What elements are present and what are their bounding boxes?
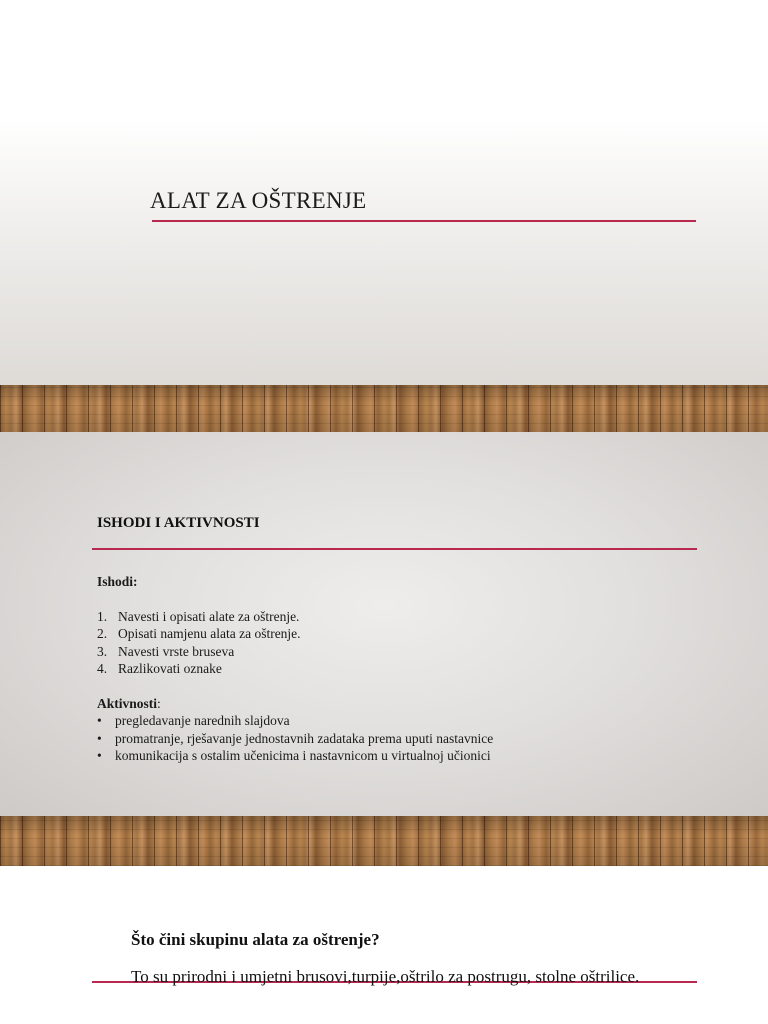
list-item: • pregledavanje narednih slajdova [97, 713, 290, 728]
activities-list [97, 712, 493, 765]
wood-floor-divider [0, 385, 768, 433]
list-item: 1. Navesti i opisati alate za oštrenje. [97, 608, 300, 624]
activities-label: Aktivnosti [97, 695, 158, 711]
slide-question [0, 866, 768, 1024]
bullet-icon: • [97, 713, 102, 728]
question-heading: Što čini skupinu alata za oštrenje? [131, 930, 380, 949]
list-item: 3. Navesti vrste bruseva [97, 643, 235, 659]
outcomes-heading: ISHODI I AKTIVNOSTI [97, 515, 260, 531]
bullet-icon: • [97, 748, 102, 763]
title-underline [152, 220, 696, 222]
outcomes-label: Ishodi: [97, 574, 138, 589]
wood-floor-divider [0, 816, 768, 866]
heading-underline [92, 548, 697, 550]
list-item: • promatranje, rješavanje jednostavnih zadataka prema uputi nastavnice [97, 730, 494, 746]
outcomes-list [97, 608, 493, 678]
list-item: • komunikacija s ostalim učenicima i nastavnicom u virtualnoj učionici [97, 748, 491, 763]
outcomes-body [97, 573, 493, 765]
list-item: 4. Razlikovati oznake [97, 661, 222, 676]
bullet-icon: • [97, 730, 102, 746]
slide-title [0, 0, 768, 432]
slide-outcomes [0, 432, 768, 817]
list-item: 2. Opisati namjenu alata za oštrenje. [97, 626, 301, 641]
answer-text: To su prirodni i umjetni brusovi,turpije,oštrilo za postrugu, stolne oštrilice. [131, 967, 640, 986]
activities-label-line: Aktivnosti: [97, 695, 161, 711]
slide-title-text: ALAT ZA OŠTRENJE [150, 188, 367, 213]
